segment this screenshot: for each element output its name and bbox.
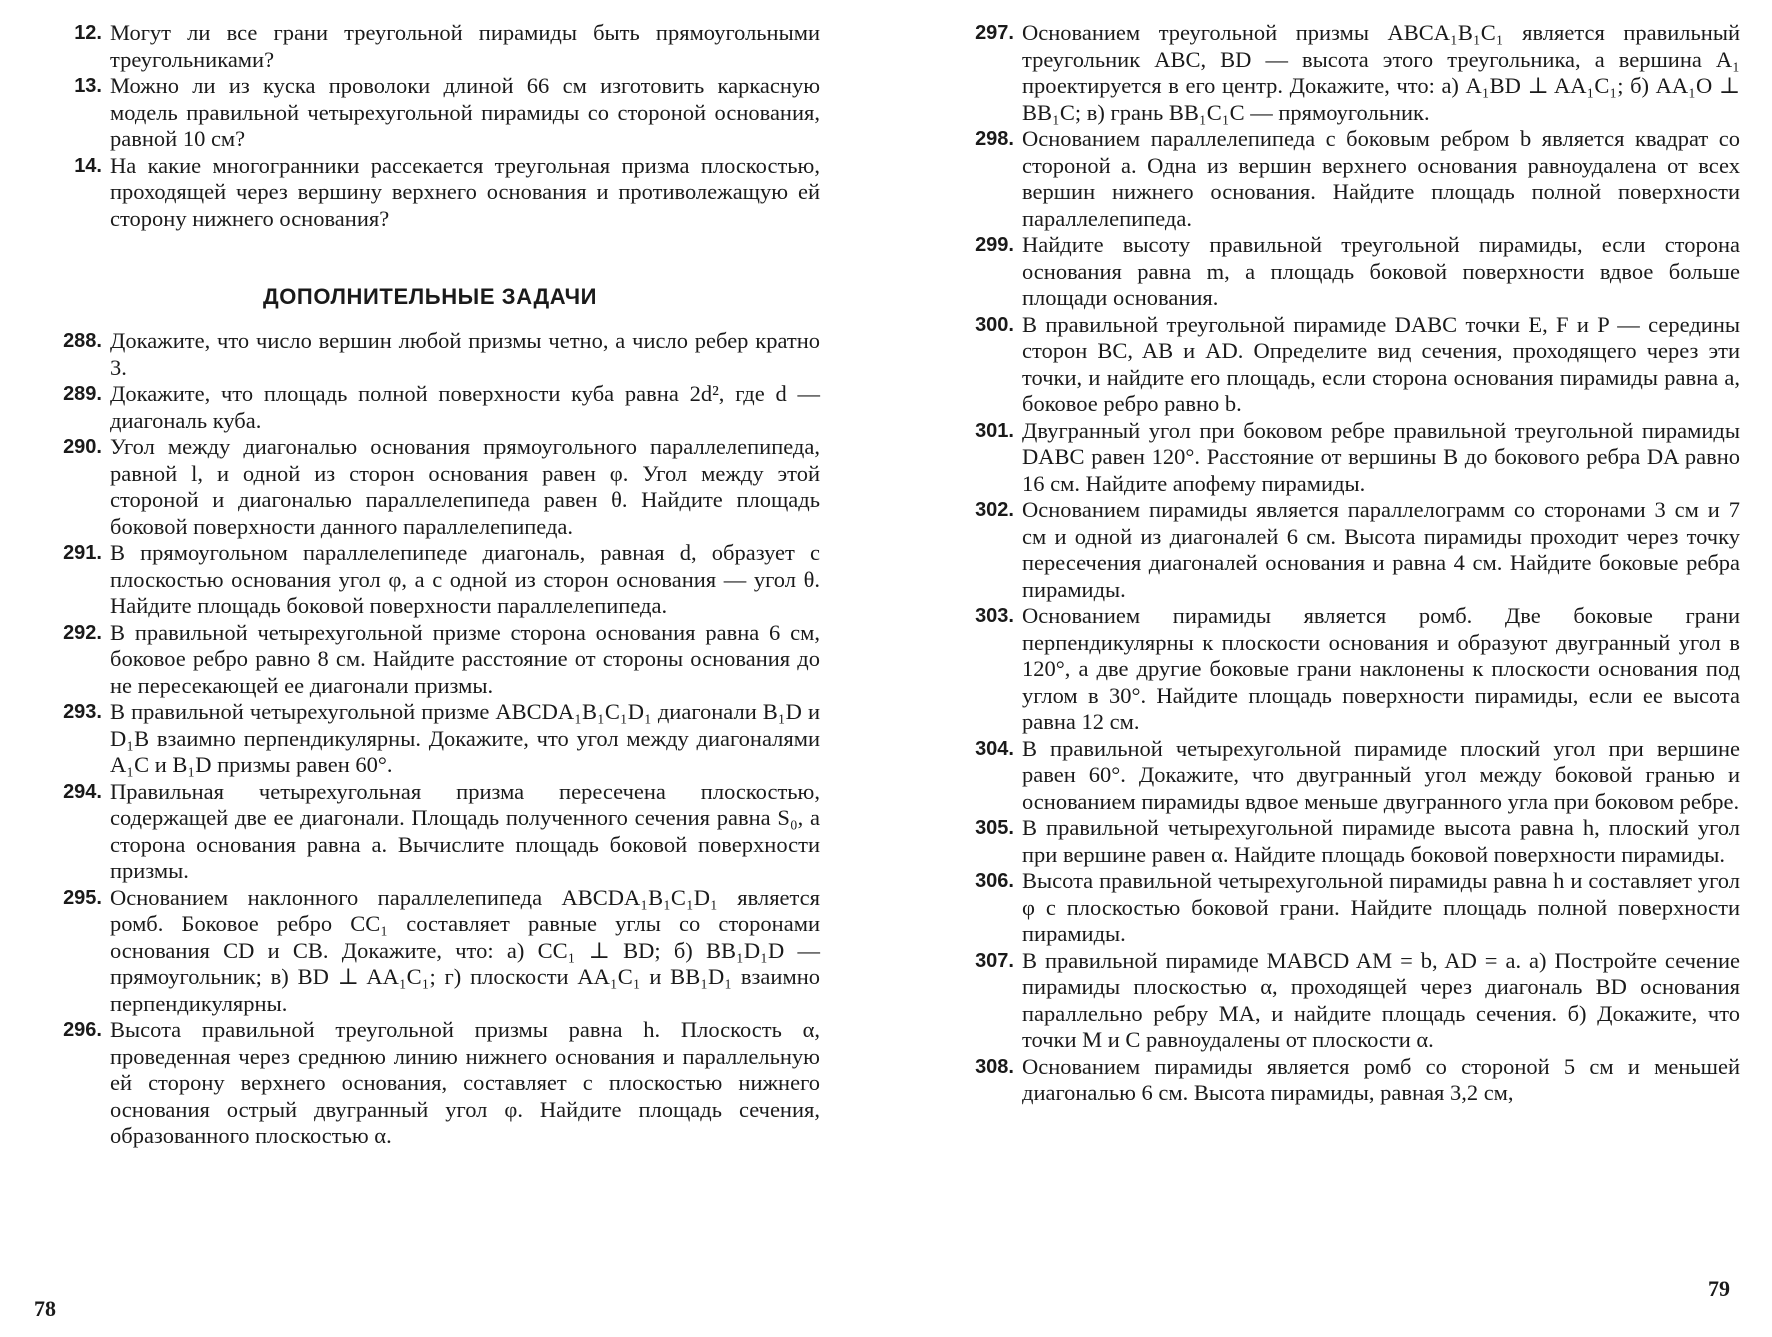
page-number-left: 78 bbox=[34, 1296, 56, 1321]
problem-number: 289. bbox=[63, 383, 102, 405]
problem-text: В правильной пирамиде MABCD AM = b, AD = a. а) Постройте сечение пирамиды плоскостью α, проходящей через диагональ BD основания параллельно ребру MA, и найдите площадь сечения. б) Докажите, что точки M и C равноудалены от плоскости α. bbox=[1022, 947, 1740, 1052]
problem-item bbox=[940, 497, 1740, 603]
problem-text: Докажите, что площадь полной поверхности куба равна 2d², где d — диагональ куба. bbox=[110, 381, 820, 433]
left-page bbox=[40, 20, 820, 1320]
problem-text: Правильная четырехугольная призма пересечена плоскостью, содержащей две ее диагонали. Площадь полученного сечения равна S₀, а сторона основания равна a. Вычислите площадь боковой поверхности призмы. bbox=[110, 778, 820, 883]
right-page bbox=[940, 20, 1740, 1320]
problem-item bbox=[40, 620, 820, 700]
problem-text: В правильной четырехугольной призме сторона основания равна 6 см, боковое ребро равно 8 см. Найдите расстояние от стороны основания до не пересекающей ее диагонали призмы. bbox=[110, 619, 820, 698]
problem-number: 304. bbox=[975, 737, 1014, 760]
problem-number: 291. bbox=[63, 542, 102, 564]
problem-item bbox=[940, 20, 1740, 126]
problem-item bbox=[40, 20, 820, 73]
problem-number: 297. bbox=[975, 22, 1014, 44]
problem-item bbox=[940, 126, 1740, 232]
problem-item bbox=[40, 885, 820, 1018]
problem-item bbox=[40, 699, 820, 779]
problem-item bbox=[940, 418, 1740, 498]
problem-number: 295. bbox=[63, 886, 102, 909]
problem-number: 298. bbox=[975, 128, 1014, 150]
problem-item bbox=[40, 779, 820, 885]
problem-number: 300. bbox=[975, 313, 1014, 336]
problem-text: На какие многогранники рассекается треугольная призма плоскостью, проходящей через вершину верхнего основания и противолежащую ей сторону нижнего основания? bbox=[110, 152, 820, 231]
problem-text: В правильной четырехугольной пирамиде плоский угол при вершине равен 60°. Докажите, что двугранный угол между боковой гранью и основанием пирамиды вдвое меньше двугранного угла при боковом ребре. bbox=[1022, 735, 1740, 814]
problem-number: 296. bbox=[63, 1019, 102, 1041]
problem-text: Основанием пирамиды является ромб. Две боковые грани перпендикулярны к плоскости основания и образуют двугранный угол в 120°, а две другие боковые грани наклонены к плоскости основания под углом в 30°. Найдите площадь поверхности пирамиды, если ее высота равна 12 см. bbox=[1022, 603, 1740, 734]
problem-text: Высота правильной четырехугольной пирамиды равна h и составляет угол φ с плоскостью боковой грани. Найдите площадь полной поверхности пирамиды. bbox=[1022, 868, 1740, 946]
problem-number: 292. bbox=[63, 621, 102, 644]
problem-item bbox=[940, 232, 1740, 312]
problem-text: Угол между диагональю основания прямоугольного параллелепипеда, равной l, и одной из сторон основания равен φ. Угол между этой стороной и диагональю параллелепипеда равен θ. Найдите площадь боковой поверхности данного параллелепипеда. bbox=[110, 434, 820, 539]
problem-item bbox=[940, 948, 1740, 1054]
problem-text: В правильной четырехугольной пирамиде высота равна h, плоский угол при вершине равен α. Найдите площадь боковой поверхности пирамиды. bbox=[1022, 815, 1740, 867]
problem-number: 302. bbox=[975, 499, 1014, 521]
problem-number: 293. bbox=[63, 701, 102, 723]
problem-text: Докажите, что число вершин любой призмы четно, а число ребер кратно 3. bbox=[110, 328, 820, 380]
problem-item bbox=[40, 434, 820, 540]
problem-text: Высота правильной треугольной призмы равна h. Плоскость α, проведенная через среднюю линию нижнего основания и параллельную ей сторону верхнего основания, составляет с плоскостью нижнего основания острый двугранный угол φ. Найдите площадь сечения, образованного плоскостью α. bbox=[110, 1017, 820, 1148]
problem-number: 303. bbox=[975, 605, 1014, 627]
problem-text: Основанием наклонного параллелепипеда ABCDA₁B₁C₁D₁ является ромб. Боковое ребро CC₁ составляет равные углы со сторонами основания CD и CB. Докажите, что: а) CC₁ ⊥ BD; б) BB₁D₁D — прямоугольник; в) BD ⊥ AA₁C₁; г) плоскости AA₁C₁ и BB₁D₁ взаимно перпендикулярны. bbox=[110, 884, 820, 1016]
problem-list-top bbox=[40, 20, 820, 232]
problem-text: В правильной четырехугольной призме ABCDA₁B₁C₁D₁ диагонали B₁D и D₁B взаимно перпендикулярны. Докажите, что угол между диагоналями A₁C и B₁D призмы равен 60°. bbox=[110, 699, 820, 777]
problem-text: Можно ли из куска проволоки длиной 66 см изготовить каркасную модель правильной четырехугольной пирамиды со стороной основания, равной 10 см? bbox=[110, 73, 820, 151]
page-number-right: 79 bbox=[1708, 1276, 1730, 1301]
problem-list-right bbox=[940, 20, 1740, 1107]
problem-item bbox=[40, 381, 820, 434]
problem-number: 307. bbox=[975, 949, 1014, 972]
problem-number: 288. bbox=[63, 330, 102, 352]
problem-text: Могут ли все грани треугольной пирамиды быть прямоугольными треугольниками? bbox=[110, 20, 820, 72]
problem-item bbox=[940, 736, 1740, 816]
problem-text: В правильной треугольной пирамиде DABC точки E, F и P — середины сторон BC, AB и AD. Определите вид сечения, проходящего через эти точки, и найдите его площадь, если сторона основания пирамиды равна a, боковое ребро равно b. bbox=[1022, 311, 1740, 416]
problem-number: 13. bbox=[74, 75, 102, 97]
problem-number: 14. bbox=[74, 154, 102, 177]
problem-text: Основанием пирамиды является ромб со стороной 5 см и меньшей диагональю 6 см. Высота пирамиды, равная 3,2 см, bbox=[1022, 1053, 1740, 1105]
problem-number: 294. bbox=[63, 780, 102, 803]
problem-item bbox=[940, 868, 1740, 948]
problem-number: 306. bbox=[975, 870, 1014, 892]
problem-item bbox=[40, 328, 820, 381]
problem-text: Основанием пирамиды является параллелограмм со сторонами 3 см и 7 см и одной из диагоналей 6 см. Высота пирамиды проходит через точку пересечения диагоналей основания и равна 4 см. Найдите боковые ребра пирамиды. bbox=[1022, 497, 1740, 602]
problem-text: Основанием параллелепипеда с боковым ребром b является квадрат со стороной a. Одна из вершин верхнего основания равноудалена от всех вершин нижнего основания. Найдите площадь полной поверхности параллелепипеда. bbox=[1022, 126, 1740, 231]
problem-list-additional bbox=[40, 328, 820, 1150]
problem-number: 12. bbox=[74, 22, 102, 44]
problem-item bbox=[40, 540, 820, 620]
problem-number: 305. bbox=[975, 817, 1014, 839]
problem-text: В прямоугольном параллелепипеде диагональ, равная d, образует с плоскостью основания угол φ, а с одной из сторон основания — угол θ. Найдите площадь боковой поверхности параллелепипеда. bbox=[110, 540, 820, 618]
problem-item bbox=[40, 153, 820, 233]
problem-item bbox=[940, 815, 1740, 868]
problem-item bbox=[940, 1054, 1740, 1107]
problem-number: 299. bbox=[975, 234, 1014, 256]
problem-number: 301. bbox=[975, 419, 1014, 442]
problem-item bbox=[940, 312, 1740, 418]
problem-number: 290. bbox=[63, 436, 102, 458]
section-heading: ДОПОЛНИТЕЛЬНЫЕ ЗАДАЧИ bbox=[262, 284, 598, 309]
problem-text: Найдите высоту правильной треугольной пирамиды, если сторона основания равна m, а площадь боковой поверхности вдвое больше площади основания. bbox=[1022, 232, 1740, 310]
problem-text: Основанием треугольной призмы ABCA₁B₁C₁ является правильный треугольник ABC, BD — высота этого треугольника, а вершина A₁ проектируется в его центр. Докажите, что: а) A₁BD ⊥ AA₁C₁; б) AA₁O ⊥ BB₁C; в) грань BB₁C₁C — прямоугольник. bbox=[1022, 20, 1740, 125]
problem-item bbox=[40, 73, 820, 153]
problem-text: Двугранный угол при боковом ребре правильной треугольной пирамиды DABC равен 120°. Расстояние от вершины B до бокового ребра DA равно 16 см. Найдите апофему пирамиды. bbox=[1022, 417, 1740, 496]
problem-number: 308. bbox=[975, 1055, 1014, 1078]
problem-item bbox=[40, 1017, 820, 1150]
problem-item bbox=[940, 603, 1740, 736]
